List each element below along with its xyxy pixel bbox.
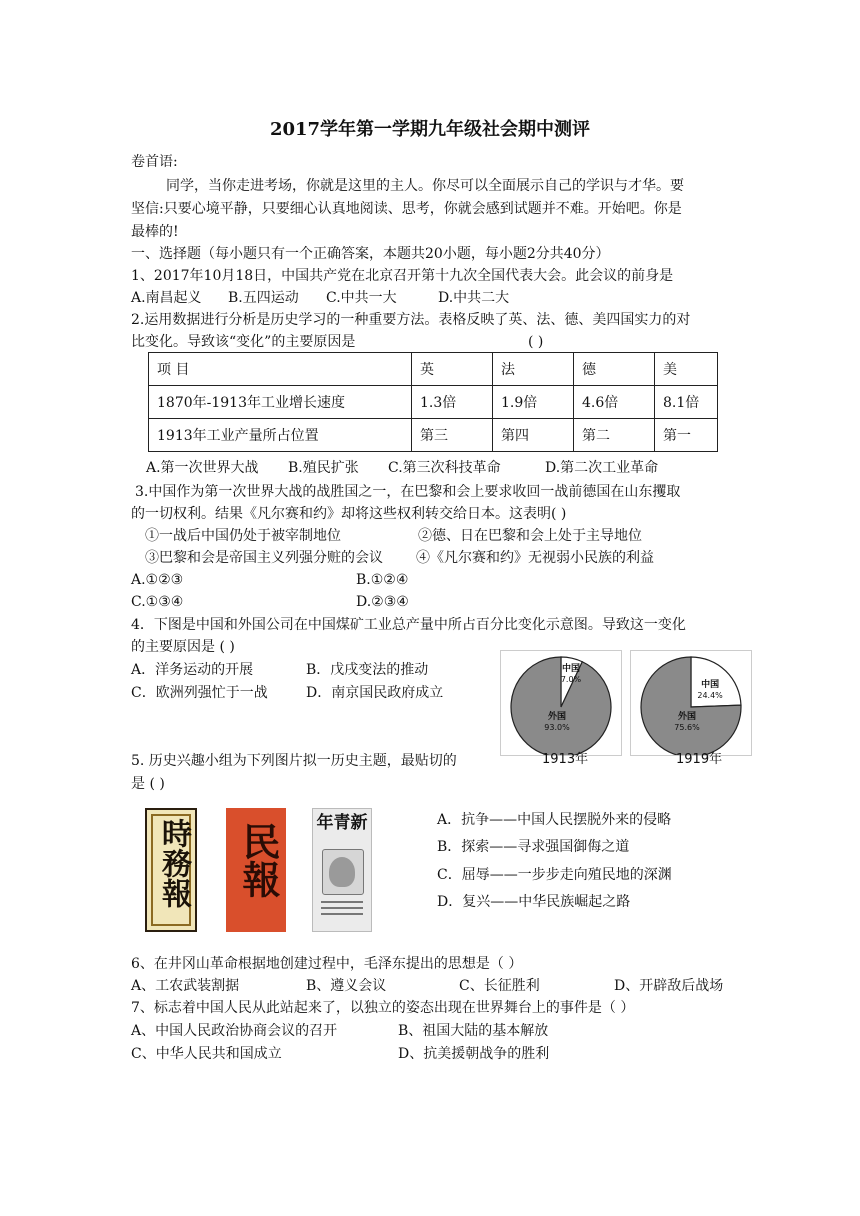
q3-option-a: A.①②③: [131, 572, 184, 588]
q6-option-d: D、开辟敌后战场: [614, 978, 724, 994]
q5-option-d: D．复兴——中华民族崛起之路: [437, 894, 631, 910]
q3-option-d: D.②③④: [356, 594, 409, 610]
q4-stem-line-2: 的主要原因是 ( ): [131, 639, 235, 655]
table-header-cell: 项 目: [149, 353, 412, 386]
q7-stem: 7、标志着中国人民从此站起来了，以独立的姿态出现在世界舞台上的事件是（ ）: [131, 1000, 635, 1016]
q6-option-c: C、长征胜利: [459, 978, 540, 994]
shiwubao-calligraphy: 時務報: [156, 818, 191, 908]
pie-label-value: 93.0%: [544, 723, 570, 732]
pie-chart-1913: [500, 650, 622, 756]
q2-option-c: C.第三次科技革命: [388, 460, 501, 476]
q1-option-c: C.中共一大: [326, 290, 397, 306]
section-heading: 一、选择题（每小题只有一个正确答案，本题共20小题，每小题2分共40分）: [131, 246, 610, 262]
q5-option-c: C．屈辱——一步步走向殖民地的深渊: [437, 867, 672, 883]
q2-stem-line-2: 比变化。导致该“变化”的主要原因是: [131, 334, 356, 350]
q2-option-b: B.殖民扩张: [288, 460, 359, 476]
q3-stem-line-2: 的一切权利。结果《凡尔赛和约》却将这些权利转交给日本。这表明( ): [131, 506, 567, 522]
pie-label-name: 中国: [561, 664, 581, 674]
table-cell: 第四: [493, 419, 574, 452]
table-cell: 第二: [574, 419, 655, 452]
table-header-cell: 英: [412, 353, 493, 386]
q5-option-b: B．探索——寻求强国御侮之道: [437, 839, 630, 855]
preface-line-2: 坚信:只要心境平静，只要细心认真地阅读、思考，你就会感到试题并不难。开始吧。你是: [131, 201, 682, 217]
table-cell: 1.3倍: [412, 386, 493, 419]
q2-stem-line-1: 2.运用数据进行分析是历史学习的一种重要方法。表格反映了英、法、德、美四国实力的对: [131, 312, 691, 328]
table-cell: 8.1倍: [655, 386, 718, 419]
q5-option-a: A．抗争——中国人民摆脱外来的侵略: [437, 812, 672, 828]
pie-chart-1919: [630, 650, 752, 756]
q6-option-a: A、工农武装割据: [131, 978, 240, 994]
table-header-row: [149, 353, 718, 386]
q3-item-1: ①一战后中国仍处于被宰制地位: [145, 528, 341, 544]
table-row: [149, 419, 718, 452]
q4-stem-line-1: 4．下图是中国和外国公司在中国煤矿工业总产量中所占百分比变化示意图。导致这一变化: [131, 617, 686, 633]
pie-label-value: 7.0%: [560, 675, 582, 684]
xinqingnian-cover-image: [312, 808, 372, 932]
table-row: [149, 386, 718, 419]
q6-option-b: B、遵义会议: [306, 978, 387, 994]
table-cell: 1870年-1913年工业增长速度: [149, 386, 412, 419]
q3-option-c: C.①③④: [131, 594, 184, 610]
shiwubao-cover-image: [145, 808, 197, 932]
pie-svg-1919: [631, 651, 751, 755]
pie-label-name: 外国: [547, 712, 567, 722]
table-header-cell: 法: [493, 353, 574, 386]
table-cell: 第一: [655, 419, 718, 452]
pie-label-name: 外国: [677, 712, 697, 722]
q7-option-b: B、祖国大陆的基本解放: [398, 1023, 549, 1039]
q2-option-a: A.第一次世界大战: [146, 460, 259, 476]
preface-line-1: 同学，当你走进考场，你就是这里的主人。你尽可以全面展示自己的学识与才华。要: [166, 178, 684, 194]
q3-option-b: B.①②④: [356, 572, 409, 588]
minbao-cover-image: [226, 808, 286, 932]
table-cell: 4.6倍: [574, 386, 655, 419]
pie-label-name: 中国: [701, 680, 720, 691]
q1-option-a: A.南昌起义: [131, 290, 202, 306]
table-header-cell: 德: [574, 353, 655, 386]
q5-stem-line-2: 是 ( ): [131, 776, 165, 792]
table-cell: 1.9倍: [493, 386, 574, 419]
pie-caption-1919: 1919年: [676, 752, 723, 767]
pie-caption-1913: 1913年: [542, 752, 589, 767]
table-header-cell: 美: [655, 353, 718, 386]
q7-option-c: C、中华人民共和国成立: [131, 1046, 282, 1062]
q4-option-a: A．洋务运动的开展: [131, 662, 254, 678]
preface-line-3: 最棒的!: [131, 224, 179, 240]
pie-svg-1913: [501, 651, 621, 755]
table-cell: 第三: [412, 419, 493, 452]
q2-data-table: [148, 352, 718, 452]
q4-option-c: C．欧洲列强忙于一战: [131, 685, 268, 701]
q3-item-3: ③巴黎和会是帝国主义列强分赃的会议: [145, 550, 383, 566]
q3-item-2: ②德、日在巴黎和会上处于主导地位: [418, 528, 642, 544]
q6-stem: 6、在井冈山革命根据地创建过程中，毛泽东提出的思想是（ ）: [131, 956, 523, 972]
q4-option-b: B．戊戌变法的推动: [306, 662, 429, 678]
q1-option-b: B.五四运动: [228, 290, 299, 306]
q7-option-d: D、抗美援朝战争的胜利: [398, 1046, 550, 1062]
q1-option-d: D.中共二大: [438, 290, 510, 306]
q3-stem-line-1: 3.中国作为第一次世界大战的战胜国之一，在巴黎和会上要求收回一战前德国在山东攫取: [135, 484, 681, 500]
minbao-calligraphy: 民報: [236, 822, 281, 898]
q2-option-d: D.第二次工业革命: [545, 460, 659, 476]
q2-answer-bracket: ( ): [528, 334, 544, 350]
pie-label-value: 75.6%: [674, 723, 700, 732]
page-title: 2017学年第一学期九年级社会期中测评: [269, 119, 591, 140]
pie-label-value: 24.4%: [697, 691, 723, 701]
table-cell: 1913年工业产量所占位置: [149, 419, 412, 452]
q5-stem-line-1: 5. 历史兴趣小组为下列图片拟一历史主题，最贴切的: [131, 753, 457, 769]
q1-stem: 1、2017年10月18日，中国共产党在北京召开第十九次全国代表大会。此会议的前身是: [131, 268, 674, 284]
preface-label: 卷首语:: [131, 154, 178, 170]
q7-option-a: A、中国人民政治协商会议的召开: [131, 1023, 338, 1039]
xinqingnian-calligraphy: 新青年: [316, 813, 368, 833]
q4-option-d: D．南京国民政府成立: [306, 685, 444, 701]
q3-item-4: ④《凡尔赛和约》无视弱小民族的利益: [416, 550, 654, 566]
